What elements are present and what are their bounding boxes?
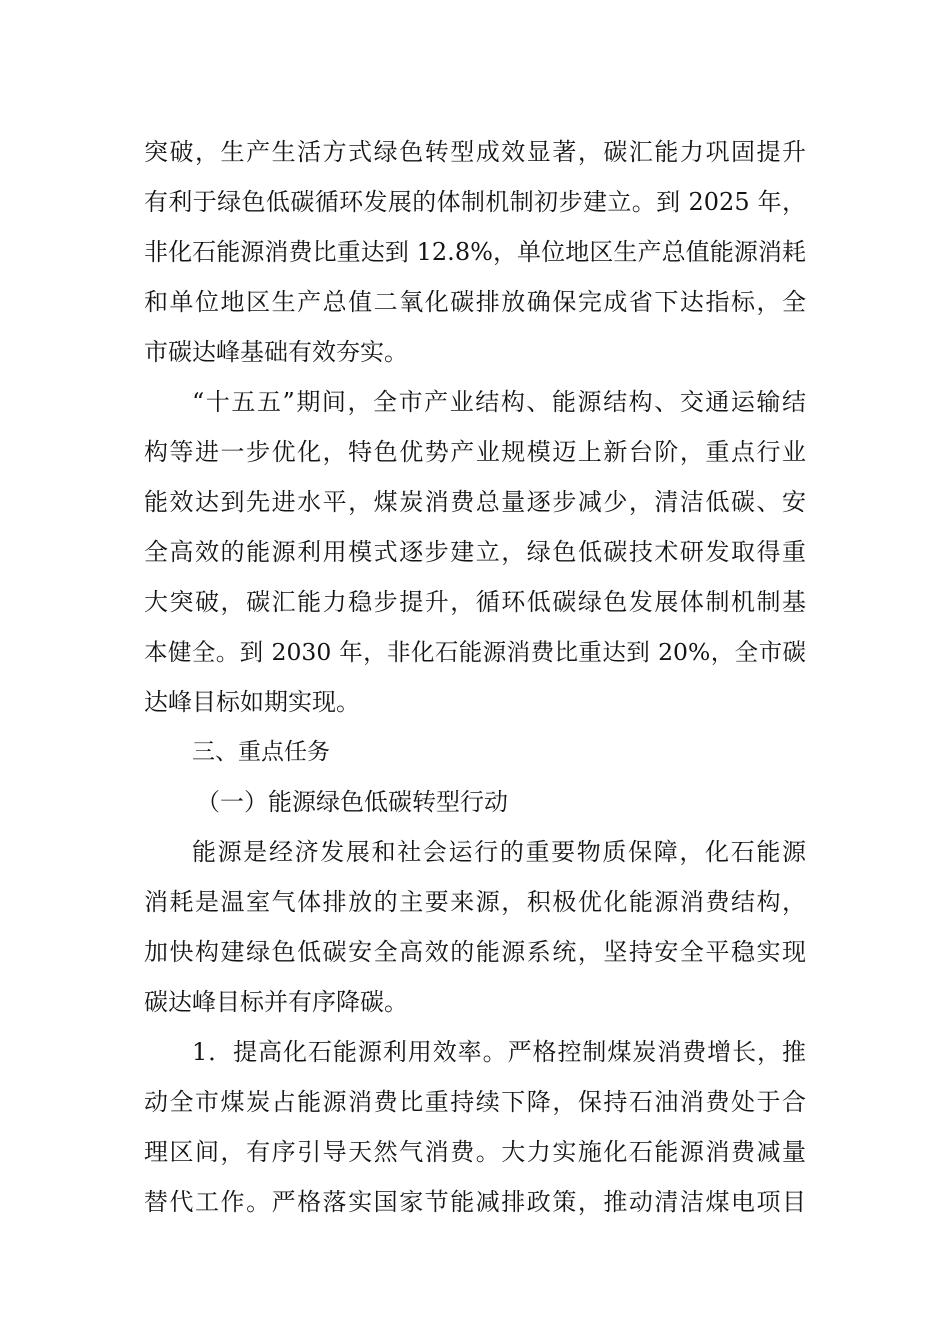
text-line: 有利于绿色低碳循环发展的体制机制初步建立。到 2025 年， [144, 188, 806, 216]
text-line: 碳达峰目标并有序降碳。 [144, 988, 408, 1016]
text-line: 动全市煤炭占能源消费比重持续下降，保持石油消费处于合 [144, 1088, 806, 1116]
text-line: 达峰目标如期实现。 [144, 688, 360, 716]
text-line: 本健全。到 2030 年，非化石能源消费比重达到 20%，全市碳 [144, 638, 806, 666]
paragraph-first-line: 1．提高化石能源利用效率。严格控制煤炭消费增长，推 [192, 1038, 806, 1066]
text-line: 大突破，碳汇能力稳步提升，循环低碳绿色发展体制机制基 [144, 588, 806, 616]
text-line: 非化石能源消费比重达到 12.8%，单位地区生产总值能源消耗 [144, 238, 806, 266]
paragraph-first-line: “十五五”期间，全市产业结构、能源结构、交通运输结 [192, 388, 806, 416]
subsection-heading: （一）能源绿色低碳转型行动 [196, 788, 508, 816]
text-line: 理区间，有序引导天然气消费。大力实施化石能源消费减量 [144, 1138, 806, 1166]
text-line: 全高效的能源利用模式逐步建立，绿色低碳技术研发取得重 [144, 538, 806, 566]
text-line: 加快构建绿色低碳安全高效的能源系统，坚持安全平稳实现 [144, 938, 806, 966]
text-line: 突破，生产生活方式绿色转型成效显著，碳汇能力巩固提升 [144, 138, 806, 166]
paragraph-first-line: 能源是经济发展和社会运行的重要物质保障，化石能源 [192, 838, 806, 866]
text-line: 消耗是温室气体排放的主要来源，积极优化能源消费结构， [144, 888, 806, 916]
text-line: 和单位地区生产总值二氧化碳排放确保完成省下达指标，全 [144, 288, 806, 316]
text-line: 能效达到先进水平，煤炭消费总量逐步减少，清洁低碳、安 [144, 488, 806, 516]
text-line: 市碳达峰基础有效夯实。 [144, 338, 408, 366]
section-heading: 三、重点任务 [192, 739, 330, 765]
text-line: 构等进一步优化，特色优势产业规模迈上新台阶，重点行业 [144, 438, 806, 466]
text-line: 替代工作。严格落实国家节能减排政策，推动清洁煤电项目 [144, 1188, 806, 1216]
